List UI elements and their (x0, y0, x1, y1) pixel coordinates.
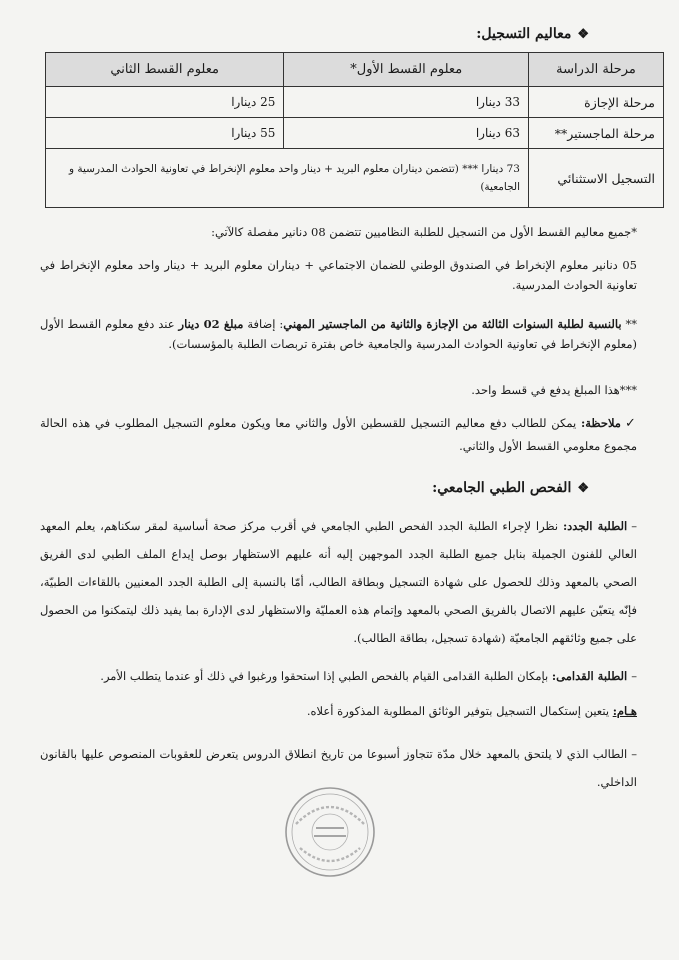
official-stamp (282, 784, 378, 880)
medical-heading: ❖الفحص الطبي الجامعي: (432, 480, 589, 496)
note-star-detail: 05 دنانير معلوم الإنخراط في الصندوق الوطني للضمان الاجتماعي + ديناران معلوم البريد + دينار واحد معلوم الإنخراط في تعاونية الحوادث المدرسية. (40, 258, 637, 292)
note-double-star: ** بالنسبة لطلبة السنوات الثالثة من الإجازة والثانية من الماجستير المهني: إضافة مبلغ 02 دينار عند دفع معلوم القسط الأول (معلوم الإنخراط في تعاونية الحوادث المدرسية والجامعية خاص بفترة تربصات الطلبة بالمؤسسات). (40, 317, 638, 351)
old-students-paragraph: –الطلبة القدامى: بإمكان الطلبة القدامى القيام بالفحص الطبي إذا استحقوا ورغبوا في ذلك أو عندما يتطلب الأمر. (100, 669, 637, 683)
diamond-bullet-icon: ❖ (577, 27, 589, 42)
stage-cell: التسجيل الاستثنائي (529, 149, 664, 208)
table-row (46, 118, 664, 149)
remark-paragraph: ✓ملاحظة: يمكن للطالب دفع معاليم التسجيل للقسطين الأول والثاني معا ويكون معلوم التسجيل المطلوب في هذه الحالة مجموع معلومي القسط الأول والثاني. (40, 416, 637, 453)
note-star: *جميع معاليم القسط الأول من التسجيل للطلبة النظاميين تتضمن 08 دنانير مفصلة كالآتي: (211, 225, 637, 239)
second-fee-cell: 25 دينارا (46, 87, 284, 118)
stage-cell: مرحلة الإجازة (529, 87, 664, 118)
column-header-first-installment: معلوم القسط الأول* (284, 53, 529, 87)
registration-heading: ❖معاليم التسجيل: (476, 26, 589, 42)
important-paragraph: هـام: يتعين إستكمال التسجيل بتوفير الوثائق المطلوبة المذكورة أعلاه. (306, 704, 637, 718)
fees-table (45, 52, 664, 208)
first-fee-cell: 63 دينارا (284, 118, 529, 149)
exceptional-fee-cell: 73 دينارا *** (تتضمن ديناران معلوم البريد + دينار واحد معلوم الإنخراط في تعاونية الحوادث المدرسية و الجامعية) (46, 149, 529, 208)
second-fee-cell: 55 دينارا (46, 118, 284, 149)
new-students-paragraph: –الطلبة الجدد: نظرا لإجراء الطلبة الجدد الفحص الطبي الجامعي في أقرب مركز صحة أساسية لمقر سكناهم، يعلم المعهد العالي للفنون الجميلة بنابل جميع الطلبة الجدد الموجهين إليه أنه عليهم الاستظهار بوصل إيداع الملف الطبي لدى الفريق الصحي بالمعهد وذلك للحصول على شهادة التسجيل وبطاقة الطالب، أمّا بالنسبة إلى الطلبة الجدد المعنيين باللقاءات الطبيّة، فإنّه يتعيّن عليهم الاتصال بالفريق الصحي بالمعهد وإتمام هذه العمليّة والاستظهار لدى الإدارة بما يفيد ذلك ليتمكنوا من الحصول على جميع وثائقهم الجامعيّة (شهادة تسجيل، بطاقة الطالب). (40, 519, 637, 645)
stage-cell: مرحلة الماجستير** (529, 118, 664, 149)
diamond-bullet-icon: ❖ (577, 481, 589, 496)
table-row (46, 87, 664, 118)
warning-paragraph: –الطالب الذي لا يلتحق بالمعهد خلال مدّة تتجاوز أسبوعا من تاريخ انطلاق الدروس يتعرض للعقوبات المنصوص عليها بالقانون الداخلي. (40, 747, 637, 789)
checkmark-icon: ✓ (624, 416, 637, 431)
first-fee-cell: 33 دينارا (284, 87, 529, 118)
column-header-stage: مرحلة الدراسة (529, 53, 664, 87)
column-header-second-installment: معلوم القسط الثاني (46, 53, 284, 87)
note-triple-star: ***هذا المبلغ يدفع في قسط واحد. (471, 383, 637, 397)
table-row (46, 149, 664, 208)
table-header-row (46, 53, 664, 87)
